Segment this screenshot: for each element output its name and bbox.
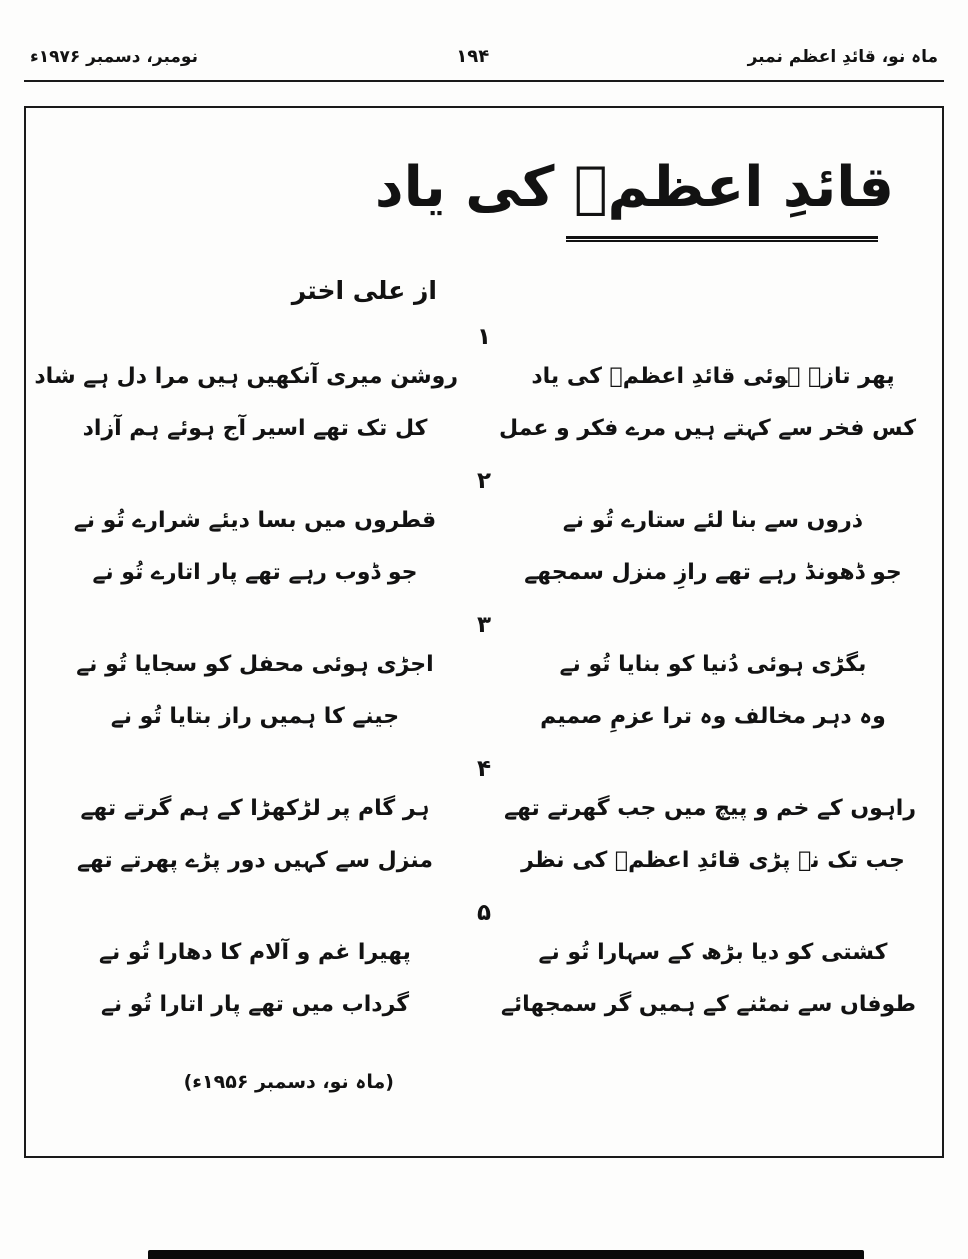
stanza-number: ۳ <box>476 612 492 638</box>
couplet <box>26 639 942 691</box>
hemistich-left: کل تک تھے اسیر آج ہوئے ہم آزاد <box>82 416 428 441</box>
hemistich-left: جو ڈوب رہے تھے پار اتارے تُو نے <box>92 560 418 585</box>
couplet <box>26 927 942 979</box>
title-double-underline <box>566 236 878 242</box>
stanza-number: ۱ <box>476 324 492 350</box>
hemistich-left: روشن میری آنکھیں ہیں مرا دل ہے شاد <box>34 364 458 389</box>
source-footnote: (ماہ نو، دسمبر ۱۹۵۶ء) <box>183 1071 394 1093</box>
couplet <box>26 547 942 599</box>
stanza-number: ۴ <box>476 756 492 782</box>
hemistich-left: گرداب میں تھے پار اتارا تُو نے <box>100 992 410 1017</box>
hemistich-left: قطروں میں بسا دیئے شرارے تُو نے <box>73 508 437 533</box>
stanza-2 <box>26 467 942 599</box>
hemistich-right: جو ڈھونڈ رہے تھے رازِ منزل سمجھے <box>524 560 902 585</box>
hemistich-right: پھر تازہ ہوئی قائدِ اعظمؒ کی یاد <box>531 364 895 389</box>
hemistich-left: اجڑی ہوئی محفل کو سجایا تُو نے <box>76 652 434 677</box>
stanza-number: ۲ <box>476 468 492 494</box>
running-head <box>0 0 968 67</box>
hemistich-left: ہر گام پر لڑکھڑا کے ہم گرتے تھے <box>80 796 430 821</box>
header-issue-date: نومبر، دسمبر ۱۹۷۶ء <box>30 47 198 67</box>
couplet <box>26 835 942 887</box>
page-number: ۱۹۴ <box>456 46 490 67</box>
couplet <box>26 783 942 835</box>
couplet <box>26 979 942 1031</box>
hemistich-right: بگڑی ہوئی دُنیا کو بنایا تُو نے <box>559 652 867 677</box>
hemistich-right: جب تک نہ پڑی قائدِ اعظمؒ کی نظر <box>521 848 905 873</box>
stanza-number: ۵ <box>476 900 492 926</box>
poem-body <box>26 323 942 1031</box>
couplet <box>26 351 942 403</box>
stanza-1 <box>26 323 942 455</box>
scan-artifact-bar <box>148 1250 864 1259</box>
hemistich-left: پھیرا غم و آلام کا دھارا تُو نے <box>99 940 411 965</box>
hemistich-right: راہوں کے خم و پیچ میں جب گھرتے تھے <box>504 796 916 821</box>
poem-title: قائدِ اعظمؒ کی یاد <box>374 155 894 220</box>
hemistich-right: کس فخر سے کہتے ہیں مرے فکر و عمل <box>498 416 916 441</box>
header-magazine-title: ماہ نو، قائدِ اعظم نمبر <box>747 47 938 67</box>
hemistich-right: طوفاں سے نمٹنے کے ہمیں گر سمجھائے <box>500 992 916 1017</box>
couplet <box>26 403 942 455</box>
stanza-3 <box>26 611 942 743</box>
stanza-5 <box>26 899 942 1031</box>
couplet <box>26 691 942 743</box>
hemistich-left: جینے کا ہمیں راز بتایا تُو نے <box>110 704 400 729</box>
hemistich-right: وہ دہر مخالف وہ ترا عزمِ صمیم <box>540 704 886 729</box>
stanza-4 <box>26 755 942 887</box>
poem-border-box <box>24 106 944 1158</box>
poem-author: از علی اختر <box>291 276 437 305</box>
header-rule <box>24 80 944 82</box>
hemistich-right: ذروں سے بنا لئے ستارے تُو نے <box>562 508 864 533</box>
hemistich-left: منزل سے کہیں دور پڑے پھرتے تھے <box>76 848 434 873</box>
couplet <box>26 495 942 547</box>
hemistich-right: کشتی کو دیا بڑھ کے سہارا تُو نے <box>538 940 888 965</box>
